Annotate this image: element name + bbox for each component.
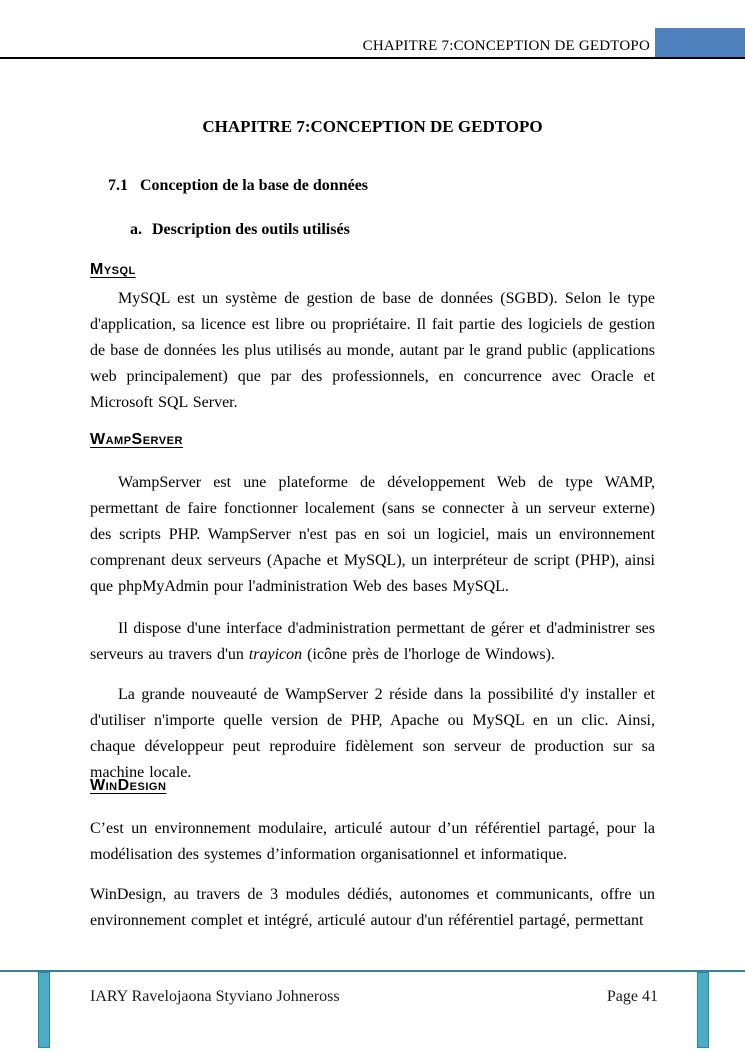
windesign-heading: WinDesign <box>90 777 167 794</box>
mysql-paragraph: MySQL est un système de gestion de base de données (SGBD). Selon le type d'application, sa licence est libre ou propriétaire. Il fait partie des logiciels de gestion de base de données les plus utilisés au monde, autant par le grand public (applications web principalement) que par des professionnels, en concurrence avec Oracle et Microsoft SQL Server. <box>90 290 655 411</box>
running-header-title: CHAPITRE 7:CONCEPTION DE GEDTOPO <box>362 38 650 54</box>
subsection-label: Description des outils utilisés <box>152 221 350 238</box>
footer <box>90 988 658 1006</box>
subsection-heading <box>130 221 350 239</box>
section-label: Conception de la base de données <box>140 177 369 194</box>
footer-author: IARY Ravelojaona Styviano Johneross <box>90 988 340 1005</box>
wampserver-paragraph-2-text: Il dispose d'une interface d'administration permettant de gérer et d'administrer ses serveurs au travers d'un <box>90 620 655 663</box>
footer-accent-bar-right <box>697 972 709 1048</box>
section-number: 7.1 <box>108 177 128 194</box>
wampserver-paragraph-2-tail: (icône près de l'horloge de Windows). <box>302 646 555 663</box>
wampserver-paragraph-2 <box>90 616 655 668</box>
subsection-marker: a. <box>130 221 142 238</box>
chapter-title: CHAPITRE 7:CONCEPTION DE GEDTOPO <box>202 117 543 136</box>
header-accent-box <box>655 28 745 57</box>
wampserver-heading: WampServer <box>90 431 183 448</box>
windesign-paragraph-2: WinDesign, au travers de 3 modules dédiés, autonomes et communicants, offre un environnement complet et intégré, articulé autour d'un référentiel partagé, permettant <box>90 886 655 929</box>
wampserver-paragraph-3: La grande nouveauté de WampServer 2 réside dans la possibilité d'y installer et d'utiliser n'importe quelle version de PHP, Apache ou MySQL en un clic. Ainsi, chaque développeur peut reproduire fidèlement son serveur de production sur sa machine locale. <box>90 686 655 781</box>
footer-rule <box>0 970 745 972</box>
trayicon-italic-term: trayicon <box>248 646 303 663</box>
wampserver-paragraph-1: WampServer est une plateforme de développement Web de type WAMP, permettant de faire fonctionner localement (sans se connecter à un serveur externe) des scripts PHP. WampServer n'est pas en soi un logiciel, mais un environnement comprenant deux serveurs (Apache et MySQL), un interpréteur de script (PHP), ainsi que phpMyAdmin pour l'administration Web des bases MySQL. <box>90 474 655 595</box>
mysql-heading: Mysql <box>90 261 136 278</box>
footer-page-number: Page 41 <box>606 988 658 1005</box>
section-heading <box>108 177 368 195</box>
windesign-paragraph-1: C’est un environnement modulaire, articulé autour d’un référentiel partagé, pour la modélisation des systemes d’information organisationnel et informatique. <box>90 820 655 863</box>
footer-accent-bar-left <box>38 972 50 1048</box>
header-rule <box>0 57 745 59</box>
